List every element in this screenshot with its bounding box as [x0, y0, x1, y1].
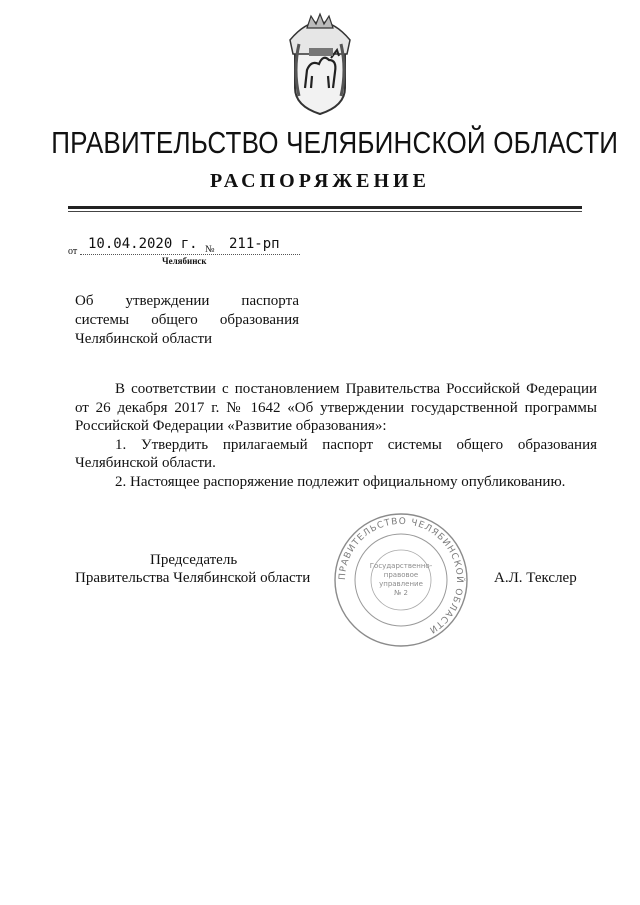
- stamp-inner-line: Государственно-: [369, 562, 433, 570]
- official-stamp: [331, 510, 471, 650]
- stamp-inner-line: № 2: [394, 589, 408, 597]
- coat-of-arms-emblem: [285, 10, 355, 118]
- preamble-paragraph: В соответствии с постановлением Правительства Российской Федерации от 26 декабря 2017 г. № 1642 «Об утверждении государственной программы Российской Федерации «Развитие образования»:: [75, 381, 597, 434]
- header-divider: [68, 206, 582, 209]
- document-date: 10.04.2020 г.: [88, 236, 198, 252]
- subject-line: Челябинской области: [75, 331, 213, 347]
- document-type: РАСПОРЯЖЕНИЕ: [210, 170, 430, 192]
- signatory-title-line2: Правительства Челябинской области: [75, 570, 311, 586]
- from-label: от: [68, 246, 78, 257]
- stamp-outer-text: ПРАВИТЕЛЬСТВО ЧЕЛЯБИНСКОЙ ОБЛАСТИ: [337, 516, 465, 635]
- signatory-title-line1: Председатель: [150, 552, 238, 568]
- subject-line: Об утверждении паспорта: [75, 293, 299, 309]
- document-subject: [75, 292, 299, 349]
- meta-underline: [80, 254, 300, 255]
- subject-line: системы общего образования: [75, 312, 299, 328]
- document-city: Челябинск: [162, 256, 207, 266]
- item-2-paragraph: 2. Настоящее распоряжение подлежит официальному опубликованию.: [115, 473, 566, 490]
- header-divider-thin: [68, 211, 582, 212]
- government-name: ПРАВИТЕЛЬСТВО ЧЕЛЯБИНСКОЙ ОБЛАСТИ: [51, 125, 619, 160]
- stamp-inner-line: управление: [379, 580, 423, 588]
- document-number: 211-рп: [229, 236, 280, 252]
- number-label: №: [205, 244, 215, 255]
- document-body: [75, 380, 597, 491]
- signatory-name: А.Л. Текслер: [494, 570, 577, 586]
- stamp-inner-line: правовое: [383, 571, 419, 579]
- item-1-paragraph: 1. Утвердить прилагаемый паспорт системы общего образования Челябинской области.: [75, 436, 597, 471]
